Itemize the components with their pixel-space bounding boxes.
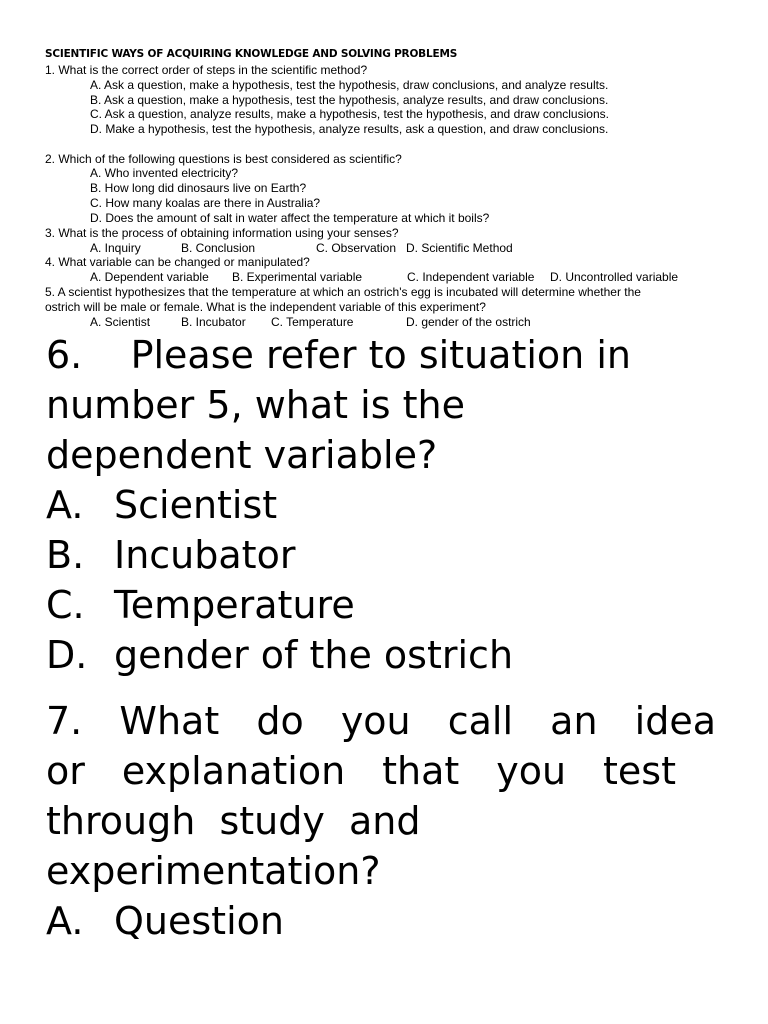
option-letter: A. [46, 899, 84, 943]
question-4-option-d: D. Uncontrolled variable [550, 270, 679, 284]
question-5-option-c: C. Temperature [271, 315, 354, 329]
question-6-option-c [46, 580, 716, 630]
question-6-line-1: 6. Please refer to situation in [46, 333, 631, 377]
question-5-option-b: B. Incubator [181, 315, 246, 329]
question-2-option-d: D. Does the amount of salt in water affect the temperature at which it boils? [90, 211, 490, 225]
question-1-option-d: D. Make a hypothesis, test the hypothesis, analyze results, ask a question, and draw conclusions. [90, 122, 609, 136]
option-text: Temperature [114, 583, 355, 627]
option-text: Scientist [114, 483, 278, 527]
q7-word: idea [634, 699, 716, 743]
question-7-line-3: through study and [46, 799, 421, 843]
option-text: Question [114, 899, 284, 943]
question-6-option-b [46, 530, 716, 580]
question-3-option-d: D. Scientific Method [406, 241, 513, 255]
question-7-line-1 [46, 696, 716, 746]
option-letter: D. [46, 633, 88, 677]
question-5-line-1: 5. A scientist hypothesizes that the temperature at which an ostrich's egg is incubated will determine whether the [45, 285, 641, 299]
question-7-line-4: experimentation? [46, 849, 381, 893]
question-7 [46, 696, 716, 946]
question-2-option-a: A. Who invented electricity? [90, 166, 239, 180]
question-6-line-2: number 5, what is the [46, 383, 465, 427]
q7-word: explanation [121, 749, 346, 793]
question-4-option-c: C. Independent variable [407, 270, 535, 284]
question-1-option-b: B. Ask a question, make a hypothesis, test the hypothesis, analyze results, and draw conclusions. [90, 93, 609, 107]
q7-word: you [340, 699, 411, 743]
question-3-option-a: A. Inquiry [90, 241, 141, 255]
q7-word: that [382, 749, 460, 793]
question-2-option-c: C. How many koalas are there in Australia? [90, 196, 321, 210]
question-3: 3. What is the process of obtaining information using your senses? [45, 226, 399, 240]
q7-word: call [447, 699, 514, 743]
question-4-option-a: A. Dependent variable [90, 270, 209, 284]
option-text: Incubator [114, 533, 296, 577]
question-1: 1. What is the correct order of steps in the scientific method? [45, 63, 368, 77]
q7-word: What [119, 699, 220, 743]
question-5-option-a: A. Scientist [90, 315, 151, 329]
question-6-option-d [46, 630, 716, 680]
question-6-option-a [46, 480, 716, 530]
question-6 [46, 330, 716, 680]
question-4-option-b: B. Experimental variable [232, 270, 363, 284]
question-1-option-a: A. Ask a question, make a hypothesis, test the hypothesis, draw conclusions, and analyze results. [90, 78, 609, 92]
worksheet-title: SCIENTIFIC WAYS OF ACQUIRING KNOWLEDGE AND SOLVING PROBLEMS [45, 48, 458, 60]
q7-word: or [46, 749, 85, 793]
question-6-line-3: dependent variable? [46, 433, 438, 477]
question-2-option-b: B. How long did dinosaurs live on Earth? [90, 181, 307, 195]
question-5-line-2: ostrich will be male or female. What is the independent variable of this experiment? [45, 300, 486, 314]
q7-word: 7. [46, 699, 83, 743]
q7-word: test [603, 749, 676, 793]
q7-word: do [256, 699, 304, 743]
question-7-line-2 [46, 746, 676, 796]
question-7-option-a [46, 896, 716, 946]
option-letter: A. [46, 483, 84, 527]
question-3-option-b: B. Conclusion [181, 241, 256, 255]
option-letter: C. [46, 583, 85, 627]
question-2: 2. Which of the following questions is best considered as scientific? [45, 152, 402, 166]
question-5-option-d: D. gender of the ostrich [406, 315, 531, 329]
option-letter: B. [46, 533, 85, 577]
q7-word: you [496, 749, 567, 793]
q7-word: an [550, 699, 598, 743]
question-1-option-c: C. Ask a question, analyze results, make a hypothesis, test the hypothesis, and draw conclusions. [90, 107, 609, 121]
question-4: 4. What variable can be changed or manipulated? [45, 255, 310, 269]
option-text: gender of the ostrich [114, 633, 514, 677]
question-3-option-c: C. Observation [316, 241, 397, 255]
